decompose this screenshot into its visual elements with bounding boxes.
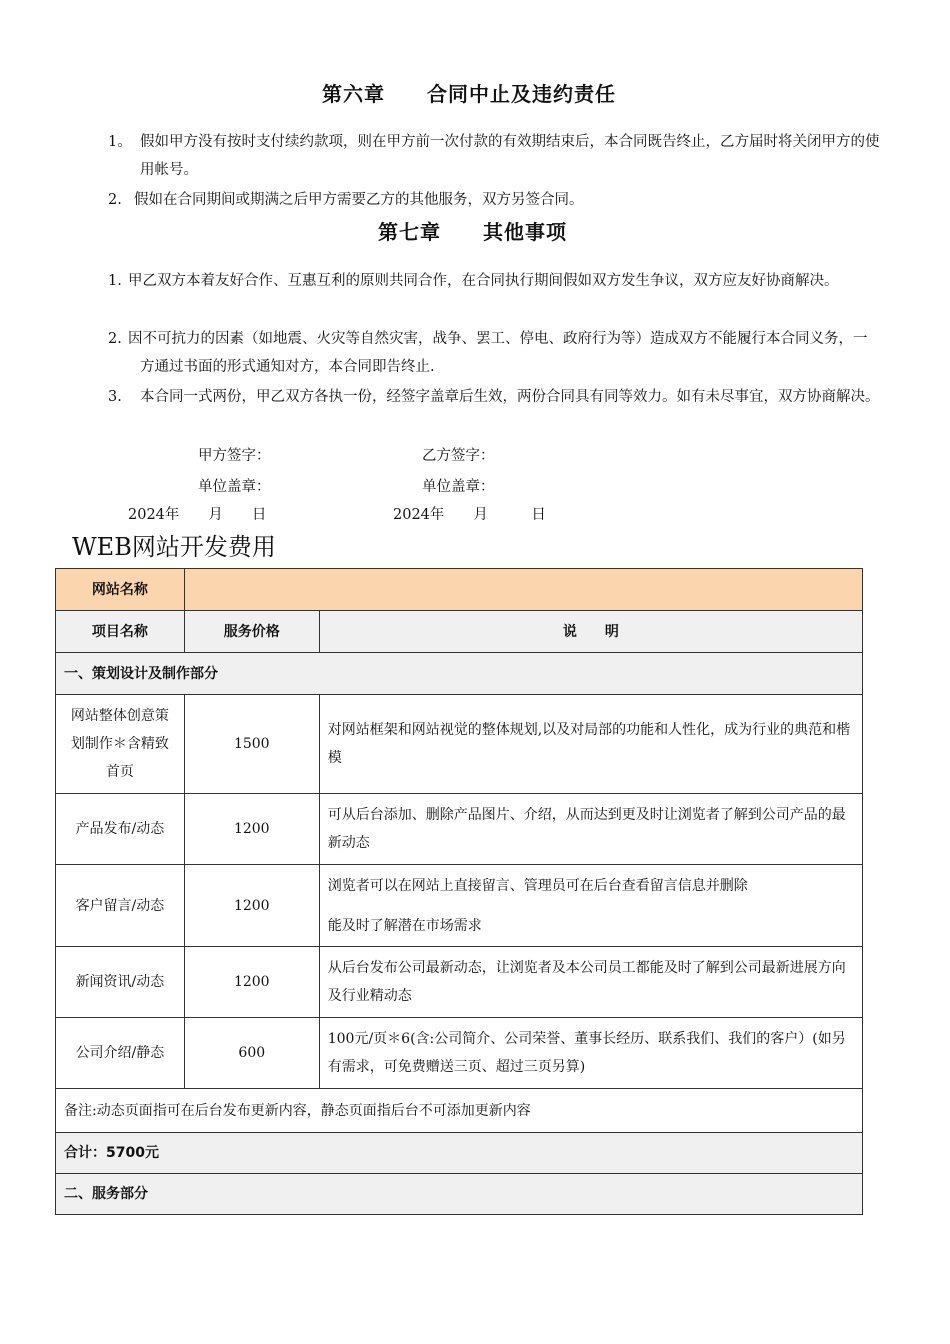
row-item-name: 网站整体创意策划制作＊含精致首页 bbox=[56, 695, 185, 794]
total-row bbox=[56, 1133, 863, 1174]
ch7-item-3-text: 本合同一式两份，甲乙双方各执一份，经签字盖章后生效，两份合同具有同等效力。如有未尽事宜，双方协商解决。 bbox=[140, 389, 880, 405]
fee-table bbox=[55, 568, 863, 1215]
row-description-line-1: 浏览者可以在网站上直接留言、管理员可在后台查看留言信息并删除 bbox=[327, 877, 748, 894]
ch7-item-2-text: 因不可抗力的因素（如地震、火灾等自然灾害，战争、罢工、停电、政府行为等）造成双方不能履行本合同义务，一方通过书面的形式通知对方，本合同即告终止. bbox=[128, 331, 868, 375]
fee-section-title: WEB网站开发费用 bbox=[72, 533, 276, 561]
ch7-item-3 bbox=[108, 383, 880, 411]
row-price: 600 bbox=[184, 1018, 319, 1089]
ch7-item-1 bbox=[108, 267, 880, 295]
site-name-row bbox=[56, 569, 863, 611]
row-price: 1200 bbox=[184, 947, 319, 1018]
row-item-name: 新闻资讯/动态 bbox=[56, 947, 185, 1018]
ch7-item-2 bbox=[108, 325, 880, 381]
row-description-line-2: 能及时了解潜在市场需求 bbox=[327, 917, 482, 934]
ch6-item-1 bbox=[108, 128, 880, 184]
ch6-item-2 bbox=[108, 186, 880, 214]
note-text: 备注:动态页面指可在后台发布更新内容，静态页面指后台不可添加更新内容 bbox=[56, 1089, 863, 1133]
row-item-name: 产品发布/动态 bbox=[56, 794, 185, 865]
ch7-item-1-text: 甲乙双方本着友好合作、互惠互利的原则共同合作，在合同执行期间假如双方发生争议，双方应友好协商解决。 bbox=[128, 273, 839, 289]
row-description: 可从后台添加、删除产品图片、介绍，从而达到更及时让浏览者了解到公司产品的最新动态 bbox=[319, 794, 862, 865]
ch6-item-2-number: 2. bbox=[108, 192, 122, 208]
table-row bbox=[56, 1018, 863, 1089]
table-row bbox=[56, 695, 863, 794]
section-service-row bbox=[56, 1174, 863, 1215]
row-item-name: 客户留言/动态 bbox=[56, 865, 185, 947]
table-row bbox=[56, 794, 863, 865]
row-description: 从后台发布公司最新动态，让浏览者及本公司员工都能及时了解到公司最新进展方向及行业精动态 bbox=[319, 947, 862, 1018]
total-text: 合计：5700元 bbox=[56, 1133, 863, 1174]
table-row bbox=[56, 865, 863, 947]
party-b-date: 2024年 月 日 bbox=[393, 507, 546, 523]
party-a-date: 2024年 月 日 bbox=[128, 507, 267, 523]
site-name-value bbox=[184, 569, 862, 611]
ch6-item-1-text: 假如甲方没有按时支付续约款项，则在甲方前一次付款的有效期结束后，本合同既告终止，乙方届时将关闭甲方的使用帐号。 bbox=[140, 134, 880, 178]
site-name-label: 网站名称 bbox=[56, 569, 185, 611]
section-planning-row bbox=[56, 653, 863, 695]
party-a-signature-label: 甲方签字： bbox=[198, 448, 271, 464]
ch6-item-1-number: 1。 bbox=[108, 134, 132, 150]
table-row bbox=[56, 947, 863, 1018]
row-description: 100元/页＊6(含:公司简介、公司荣誉、董事长经历、联系我们、我们的客户）(如另有需求，可免费赠送三页、超过三页另算) bbox=[319, 1018, 862, 1089]
row-description bbox=[319, 865, 862, 947]
ch6-item-2-text: 假如在合同期间或期满之后甲方需要乙方的其他服务，双方另签合同。 bbox=[134, 192, 584, 208]
ch7-item-3-number: 3. bbox=[108, 389, 122, 405]
party-b-signature-label: 乙方签字： bbox=[422, 448, 495, 464]
party-a-seal-label: 单位盖章： bbox=[198, 479, 271, 495]
chapter6-title: 第六章 合同中止及违约责任 bbox=[322, 82, 616, 106]
row-item-name: 公司介绍/静态 bbox=[56, 1018, 185, 1089]
party-b-seal-label: 单位盖章： bbox=[422, 479, 495, 495]
section-service-label: 二、服务部分 bbox=[56, 1174, 863, 1215]
chapter7-title: 第七章 其他事项 bbox=[378, 220, 567, 244]
table-header-row bbox=[56, 611, 863, 653]
note-row bbox=[56, 1089, 863, 1133]
header-description: 说 明 bbox=[319, 611, 862, 653]
ch7-item-2-number: 2. bbox=[108, 331, 122, 347]
row-price: 1500 bbox=[184, 695, 319, 794]
row-price: 1200 bbox=[184, 794, 319, 865]
header-price: 服务价格 bbox=[184, 611, 319, 653]
header-item-name: 项目名称 bbox=[56, 611, 185, 653]
row-description: 对网站框架和网站视觉的整体规划,以及对局部的功能和人性化，成为行业的典范和楷模 bbox=[319, 695, 862, 794]
section-planning-label: 一、策划设计及制作部分 bbox=[56, 653, 863, 695]
ch7-item-1-number: 1. bbox=[108, 273, 122, 289]
row-price: 1200 bbox=[184, 865, 319, 947]
